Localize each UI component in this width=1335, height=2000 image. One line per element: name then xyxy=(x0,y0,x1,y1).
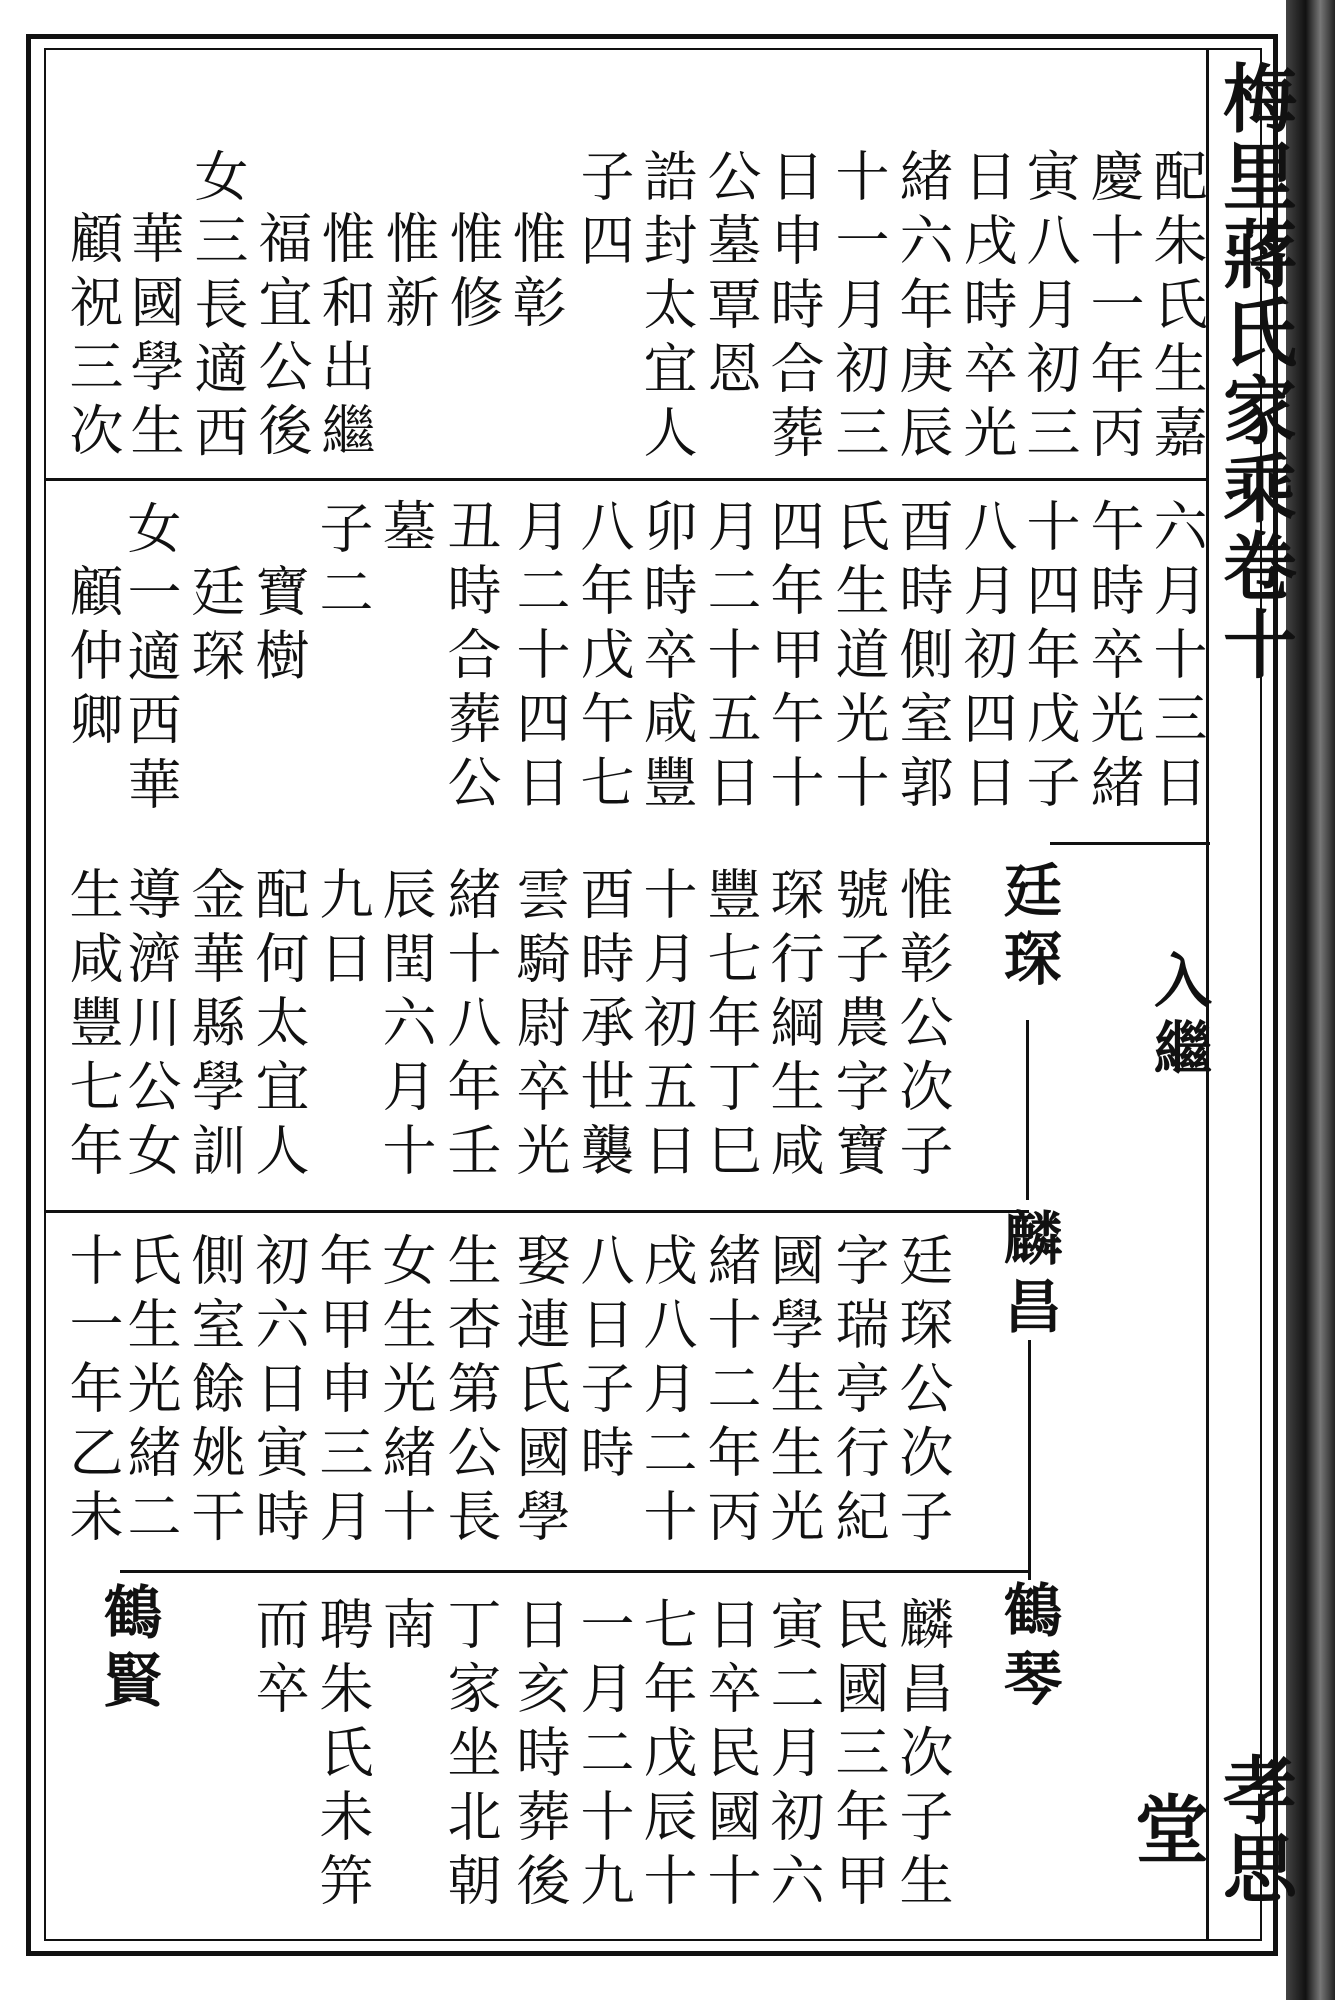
text-column: 八月初四日 xyxy=(955,498,1018,818)
text-column: 寶樹 xyxy=(247,563,310,691)
text-column: 華國學生 xyxy=(122,210,185,466)
band-divider-1 xyxy=(44,478,1206,481)
text-column: 女一適西華 xyxy=(119,500,182,820)
text-column: 初六日寅時 xyxy=(247,1232,310,1552)
text-column: 惟彰 xyxy=(504,210,567,338)
text-column: 氏生光緒二 xyxy=(119,1232,182,1552)
lineage-line-1 xyxy=(1026,1020,1029,1200)
text-column: 墓 xyxy=(374,498,437,562)
text-column: 生杏第公長 xyxy=(439,1232,502,1552)
text-column: 號子農字寶 xyxy=(827,866,890,1186)
text-column: 字瑞亭行紀 xyxy=(827,1232,890,1552)
text-column: 十一年乙未 xyxy=(61,1232,124,1552)
name-he-xian: 鶴賢 xyxy=(94,1582,162,1718)
text-column: 琛行綱生咸 xyxy=(762,866,825,1186)
text-column: 寅二月初六 xyxy=(762,1596,825,1916)
lineage-line-2 xyxy=(1028,1340,1031,1580)
text-column: 側室餘姚干 xyxy=(183,1232,246,1552)
text-column: 四年甲午十 xyxy=(762,498,825,818)
name-ting-shen: 廷琛 xyxy=(994,860,1062,996)
text-column: 卯時卒咸豐 xyxy=(635,498,698,818)
text-column: 麟昌次子生 xyxy=(891,1596,954,1916)
text-column: 娶連氏國學 xyxy=(508,1232,571,1552)
name-lin-chang: 麟昌 xyxy=(994,1208,1062,1344)
text-column: 日戌時卒光 xyxy=(955,148,1018,468)
text-column: 慶十一年丙 xyxy=(1082,148,1145,468)
text-column: 日卒民國十 xyxy=(699,1596,762,1916)
text-column: 顧祝三次 xyxy=(61,210,124,466)
text-column: 惟和出繼 xyxy=(313,210,376,466)
text-column: 六月十三日 xyxy=(1145,498,1208,818)
text-column: 緒十二年丙 xyxy=(699,1232,762,1552)
text-column: 緒十八年壬 xyxy=(439,866,502,1186)
text-column: 女生光緒十 xyxy=(374,1232,437,1552)
text-column: 酉時承世襲 xyxy=(572,866,635,1186)
text-column: 聘朱氏未笄 xyxy=(311,1596,374,1916)
text-column: 廷琛 xyxy=(183,563,246,691)
text-column: 戌八月二十 xyxy=(635,1232,698,1552)
text-column: 酉時側室郭 xyxy=(891,498,954,818)
text-column: 九日 xyxy=(311,866,374,994)
text-column: 月二十四日 xyxy=(508,498,571,818)
text-column: 惟新 xyxy=(377,210,440,338)
text-column: 寅八月初三 xyxy=(1018,148,1081,468)
text-column: 顧仲卿 xyxy=(61,563,124,755)
text-column: 氏生道光十 xyxy=(827,498,890,818)
text-column: 導濟川公女 xyxy=(119,866,182,1186)
text-column: 十月初五日 xyxy=(635,866,698,1186)
text-column: 七年戊辰十 xyxy=(635,1596,698,1916)
text-column: 辰閏六月十 xyxy=(374,866,437,1186)
text-column: 雲騎尉卒光 xyxy=(508,866,571,1186)
text-column: 金華縣學訓 xyxy=(183,866,246,1186)
book-title: 梅里蔣氏家乘卷十 xyxy=(1211,60,1297,684)
band-divider-4 xyxy=(120,1570,1030,1573)
text-column: 十一月初三 xyxy=(827,148,890,468)
text-column: 生咸豐七年 xyxy=(61,866,124,1186)
text-column: 日亥時葬後 xyxy=(508,1596,571,1916)
band-divider-2a xyxy=(1050,842,1210,845)
text-column: 配何太宜人 xyxy=(247,866,310,1186)
text-column: 民國三年甲 xyxy=(827,1596,890,1916)
label-ru-ji: 入繼 xyxy=(1144,950,1212,1086)
text-column: 而卒 xyxy=(247,1596,310,1724)
text-column: 日申時合葬 xyxy=(762,148,825,468)
hall-name: 孝思堂 xyxy=(1123,1752,1297,1908)
text-column: 八年戊午七 xyxy=(572,498,635,818)
text-column: 國學生生光 xyxy=(762,1232,825,1552)
text-column: 女三長適西 xyxy=(186,148,249,468)
name-he-qin: 鶴琴 xyxy=(994,1580,1062,1716)
text-column: 廷琛公次子 xyxy=(891,1232,954,1552)
text-column: 惟修 xyxy=(441,210,504,338)
text-column: 月二十五日 xyxy=(699,498,762,818)
text-column: 一月二十九 xyxy=(572,1596,635,1916)
text-column: 八日子時 xyxy=(572,1232,635,1488)
text-column: 年甲申三月 xyxy=(311,1232,374,1552)
text-column: 丁家坐北朝 xyxy=(439,1596,502,1916)
text-column: 午時卒光緒 xyxy=(1082,498,1145,818)
text-column: 誥封太宜人 xyxy=(635,148,698,468)
text-column: 福宜公後 xyxy=(250,210,313,466)
text-column: 南 xyxy=(374,1596,437,1660)
band-divider-3 xyxy=(44,1210,1029,1213)
text-column: 子四 xyxy=(572,148,635,276)
text-column: 十四年戊子 xyxy=(1018,498,1081,818)
text-column: 惟彰公次子 xyxy=(891,866,954,1186)
text-column: 豐七年丁巳 xyxy=(699,866,762,1186)
text-column: 丑時合葬公 xyxy=(439,498,502,818)
text-column: 公墓覃恩 xyxy=(699,148,762,404)
text-column: 緒六年庚辰 xyxy=(891,148,954,468)
text-column: 子二 xyxy=(311,500,374,628)
text-column: 配朱氏生嘉 xyxy=(1145,148,1208,468)
